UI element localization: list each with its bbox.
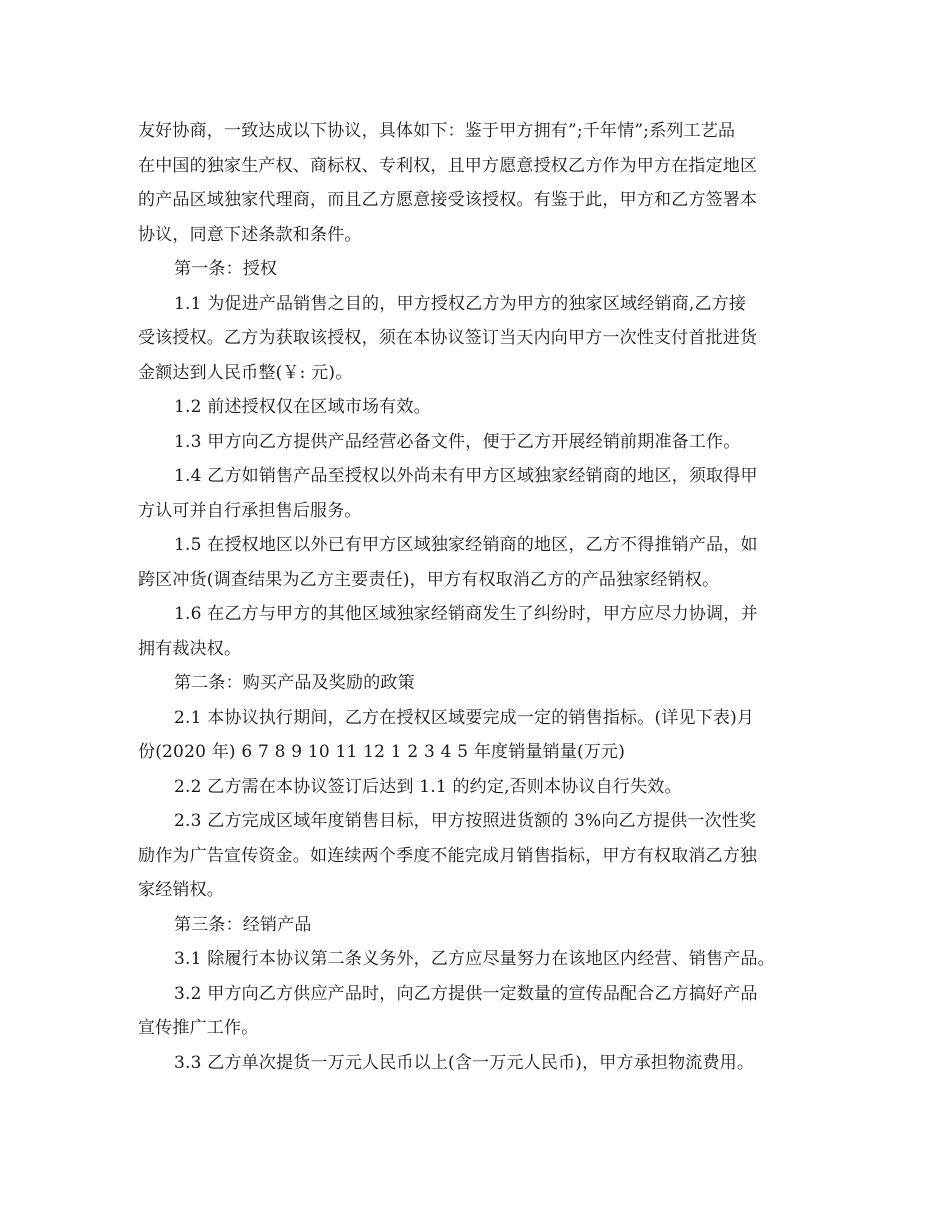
document-line: 励作为广告宣传资金。如连续两个季度不能完成月销售指标，甲方有权取消乙方独 [138, 845, 758, 866]
document-line: 方认可并自行承担售后服务。 [138, 500, 362, 521]
document-line: 金额达到人民币整(￥: 元)。 [138, 362, 353, 383]
document-line: 份(2020 年) 6 7 8 9 10 11 12 1 2 3 4 5 年度销量销量(万元) [138, 742, 626, 762]
document-line: 3.2 甲方向乙方供应产品时，向乙方提供一定数量的宣传品配合乙方搞好产品 [174, 983, 758, 1004]
document-line: 1.6 在乙方与甲方的其他区域独家经销商发生了纠纷时，甲方应尽力协调，并 [174, 604, 758, 624]
document-line: 1.5 在授权地区以外已有甲方区域独家经销商的地区，乙方不得推销产品，如 [174, 535, 758, 555]
document-line: 友好协商，一致达成以下协议，具体如下：鉴于甲方拥有”;千年情”;系列工艺品 [138, 121, 736, 141]
document-line: 2.2 乙方需在本协议签订后达到 1.1 的约定,否则本协议自行失效。 [174, 776, 682, 797]
document-line: 受该授权。乙方为获取该授权，须在本协议签订当天内向甲方一次性支付首批进货 [138, 328, 758, 348]
document-line: 3.3 乙方单次提货一万元人民币以上(含一万元人民币)，甲方承担物流费用。 [174, 1052, 755, 1073]
document-line: 3.1 除履行本协议第二条义务外，乙方应尽量努力在该地区内经营、销售产品。 [174, 949, 775, 969]
document-line: 1.4 乙方如销售产品至授权以外尚未有甲方区域独家经销商的地区，须取得甲 [174, 466, 758, 486]
document-line: 家经销权。 [138, 880, 224, 900]
document-line: 1.2 前述授权仅在区域市场有效。 [174, 397, 431, 417]
document-line: 1.3 甲方向乙方提供产品经营必备文件，便于乙方开展经销前期准备工作。 [174, 431, 741, 452]
document-body [138, 114, 818, 1080]
document-line: 拥有裁决权。 [138, 638, 242, 659]
document-line: 在中国的独家生产权、商标权、专利权，且甲方愿意授权乙方作为甲方在指定地区 [138, 155, 758, 176]
document-line: 第二条：购买产品及奖励的政策 [174, 673, 415, 693]
document-line: 协议，同意下述条款和条件。 [138, 224, 362, 245]
document-line: 1.1 为促进产品销售之目的，甲方授权乙方为甲方的独家区域经销商,乙方接 [174, 293, 747, 314]
document-line: 第一条：授权 [174, 259, 278, 279]
document-line: 的产品区域独家代理商，而且乙方愿意接受该授权。有鉴于此，甲方和乙方签署本 [138, 190, 758, 210]
document-line: 跨区冲货(调查结果为乙方主要责任)，甲方有权取消乙方的产品独家经销权。 [138, 569, 720, 590]
document-line: 2.1 本协议执行期间，乙方在授权区域要完成一定的销售指标。(详见下表)月 [174, 707, 755, 728]
document-line: 宣传推广工作。 [138, 1018, 259, 1038]
document-line: 2.3 乙方完成区域年度销售目标，甲方按照进货额的 3%向乙方提供一次性奖 [174, 811, 757, 831]
document-line: 第三条：经销产品 [174, 914, 312, 935]
